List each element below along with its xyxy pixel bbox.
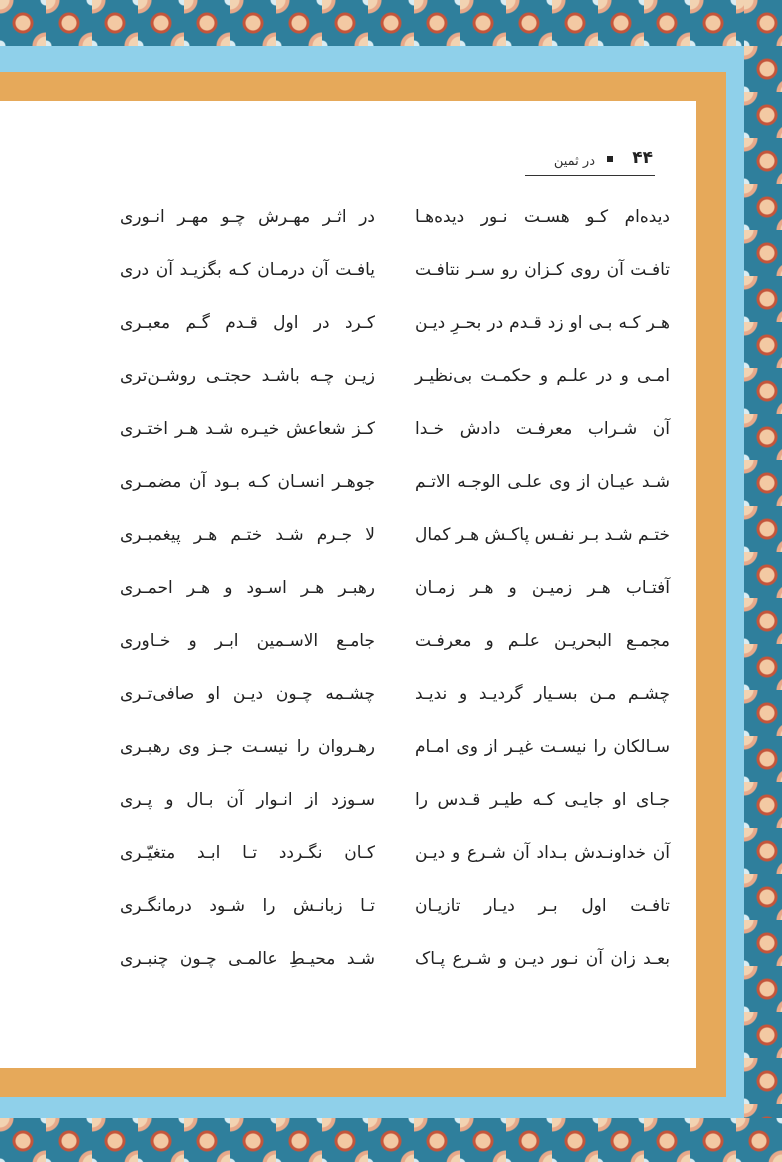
first-hemistich: آن خداونـدش بـداد آن شـرع و دیـن	[415, 843, 670, 863]
couplet	[0, 838, 696, 868]
second-hemistich: چشـمه چـون دیـن او صافی‌تـری	[120, 684, 375, 704]
first-hemistich: تافـت آن روی کـزان رو سـر نتافـت	[415, 260, 670, 280]
couplet	[0, 520, 696, 550]
first-hemistich: آن شـراب معرفـت دادش خـدا	[415, 419, 670, 439]
second-hemistich: سـوزد از انـوار آن بـال و پـری	[120, 790, 375, 810]
first-hemistich: تافـت اول بـر دیـار تازیـان	[415, 896, 670, 916]
couplet	[0, 573, 696, 603]
first-hemistich: دیده‌ام کـو هسـت نـور دیده‌هـا	[415, 207, 670, 227]
couplet	[0, 308, 696, 338]
first-hemistich: سـالکان را نیسـت غیـر از وی امـام	[415, 737, 670, 757]
couplet	[0, 891, 696, 921]
first-hemistich: شـد عیـان از وی علـی الوجـه الاتـم	[415, 472, 670, 492]
couplet	[0, 944, 696, 974]
second-hemistich: کـز شعاعش خیـره شـد هـر اختـری	[120, 419, 375, 439]
ornamental-border-bottom	[0, 1118, 782, 1162]
first-hemistich: مجمـع البحریـن علـم و معرفـت	[415, 631, 670, 651]
first-hemistich: هـر کـه بـی او زد قـدم در بحـرِ دیـن	[415, 313, 670, 333]
couplet	[0, 361, 696, 391]
couplet	[0, 732, 696, 762]
couplet	[0, 785, 696, 815]
ornamental-border-top	[0, 0, 782, 46]
second-hemistich: زیـن چـه باشـد حجتـی روشـن‌تری	[120, 366, 375, 386]
couplet	[0, 414, 696, 444]
first-hemistich: آفتـاب هـر زمیـن و هـر زمـان	[415, 578, 670, 598]
page-header	[525, 148, 655, 178]
couplet	[0, 255, 696, 285]
couplet	[0, 679, 696, 709]
first-hemistich: بعـد زان آن نـور دیـن و شـرع پـاک	[415, 949, 670, 969]
second-hemistich: لا جـرم شـد ختـم هـر پیغمبـری	[120, 525, 375, 545]
first-hemistich: ختـم شـد بـر نفـس پاکـش هـر کمال	[414, 525, 670, 545]
page-number: ۴۴	[632, 148, 653, 168]
second-hemistich: رهـروان را نیسـت جـز وی رهبـری	[120, 737, 375, 757]
couplet	[0, 626, 696, 656]
second-hemistich: یافـت آن درمـان کـه بگزیـد آن دری	[120, 260, 375, 280]
second-hemistich: کـرد در اول قـدم گـم معبـری	[120, 313, 375, 333]
second-hemistich: جوهـر انسـان کـه بـود آن مضمـری	[120, 472, 375, 492]
second-hemistich: جامـع الاسـمین ابـر و خـاوری	[120, 631, 375, 651]
header-rule	[525, 175, 655, 176]
second-hemistich: رهبـر هـر اسـود و هـر احمـری	[120, 578, 375, 598]
couplet	[0, 202, 696, 232]
ornamental-border-right	[744, 0, 782, 1162]
first-hemistich: جـای او جایـی کـه طیـر قـدس را	[415, 790, 670, 810]
first-hemistich: امـی و در علـم و حکمـت بی‌نظیـر	[415, 366, 670, 386]
header-separator	[607, 156, 613, 162]
second-hemistich: تـا زبانـش را شـود درمانگـری	[120, 896, 375, 916]
second-hemistich: شـد محیـطِ عالمـی چـون چنبـری	[120, 949, 375, 969]
first-hemistich: چشـم مـن بسـیار گردیـد و ندیـد	[415, 684, 670, 704]
second-hemistich: در اثـر مهـرش چـو مهـر انـوری	[120, 207, 375, 227]
running-title: در ثمین	[553, 154, 595, 169]
second-hemistich: کـان نگـردد تـا ابـد متغیّـری	[120, 843, 375, 863]
couplet	[0, 467, 696, 497]
